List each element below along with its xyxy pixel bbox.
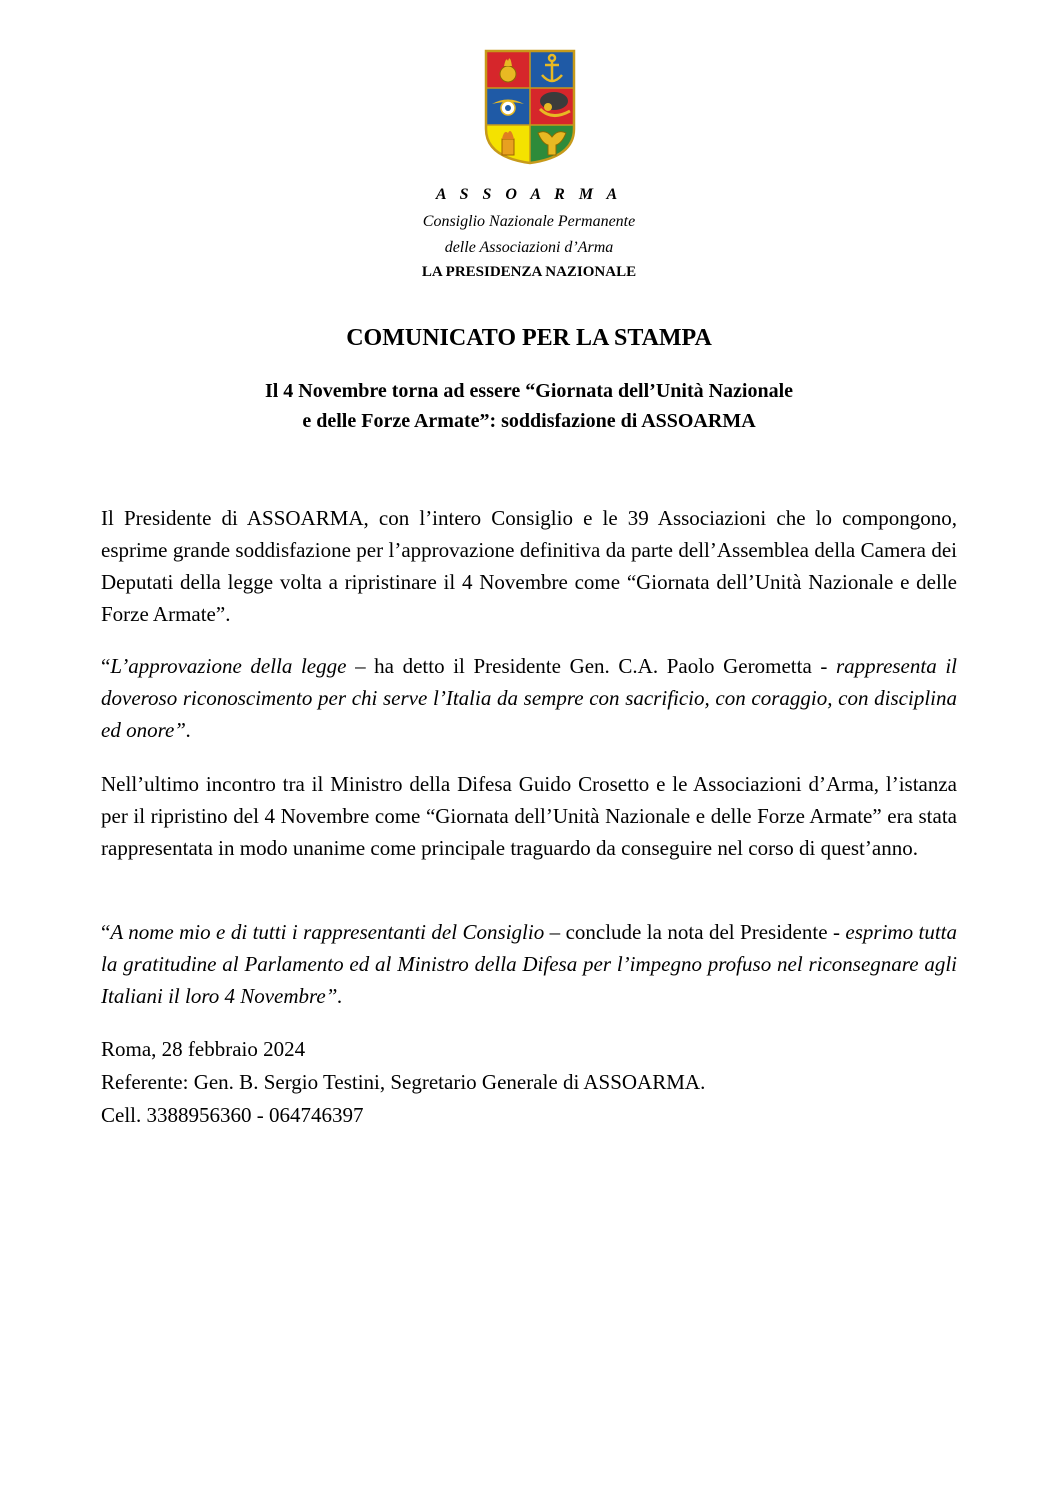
date-line: Roma, 28 febbraio 2024: [101, 1037, 306, 1061]
subtitle-line1: Il 4 Novembre torna ad essere “Giornata dell’Unità Nazionale: [264, 380, 794, 402]
assoarma-crest-logo: [484, 49, 576, 165]
quote-italic-part1: L’approvazione della legge: [110, 654, 347, 678]
paragraph-1: Il Presidente di ASSOARMA, con l’intero Consiglio e le 39 Associazioni che lo compongono, esprime grande soddisfazione per l’approvazione definitiva da parte dell’Assemblea della Camera dei Deputati della legge volta a ripristinare il 4 Novembre come “Giornata dell’Unità Nazionale e delle Forze Armate”.: [101, 506, 957, 626]
paragraph-3: Nell’ultimo incontro tra il Ministro della Difesa Guido Crosetto e le Associazioni d’Arma, l’istanza per il ripristino del 4 Novembre come “Giornata dell’Unità Nazionale e delle Forze Armate” era stata rappresentata in modo unanime come principale traguardo da conseguire nel corso di quest’anno.: [101, 772, 957, 860]
page-title: COMUNICATO PER LA STAMPA: [346, 325, 712, 351]
org-subtitle-line1: Consiglio Nazionale Permanente: [422, 213, 636, 230]
paragraph-4: [101, 916, 957, 1012]
open-quote: “: [101, 920, 111, 944]
open-quote: “: [101, 654, 111, 678]
paragraph-2: [101, 650, 957, 746]
org-subtitle-line2: delle Associazioni d’Arma: [444, 239, 614, 256]
quote-italic-part2: esprimo tutta la gratitudine al Parlamento ed al Ministro della Difesa per l’impegno profuso nel riconsegnare agli Italiani il loro 4 Novembre”.: [101, 920, 958, 1008]
flame-torch-icon: [502, 131, 514, 155]
quote-italic-part1: A nome mio e di tutti i rappresentanti del Consiglio: [110, 920, 545, 944]
quote-attribution: – ha detto il Presidente Gen. C.A. Paolo Gerometta -: [346, 654, 836, 678]
org-presidency: LA PRESIDENZA NAZIONALE: [421, 264, 637, 280]
quote-italic-part2: rappresenta il doveroso riconoscimento per chi serve l’Italia da sempre con sacrificio, con coraggio, con disciplina ed onore”.: [101, 654, 957, 742]
subtitle-line2: e delle Forze Armate”: soddisfazione di ASSOARMA: [302, 410, 756, 432]
closing-block: [101, 1033, 705, 1132]
referent-line: Referente: Gen. B. Sergio Testini, Segretario Generale di ASSOARMA.: [101, 1070, 706, 1094]
org-name: A S S O A R M A: [435, 186, 623, 203]
phone-line: Cell. 3388956360 - 064746397: [101, 1103, 364, 1127]
quote-attribution: – conclude la nota del Presidente -: [544, 920, 846, 944]
